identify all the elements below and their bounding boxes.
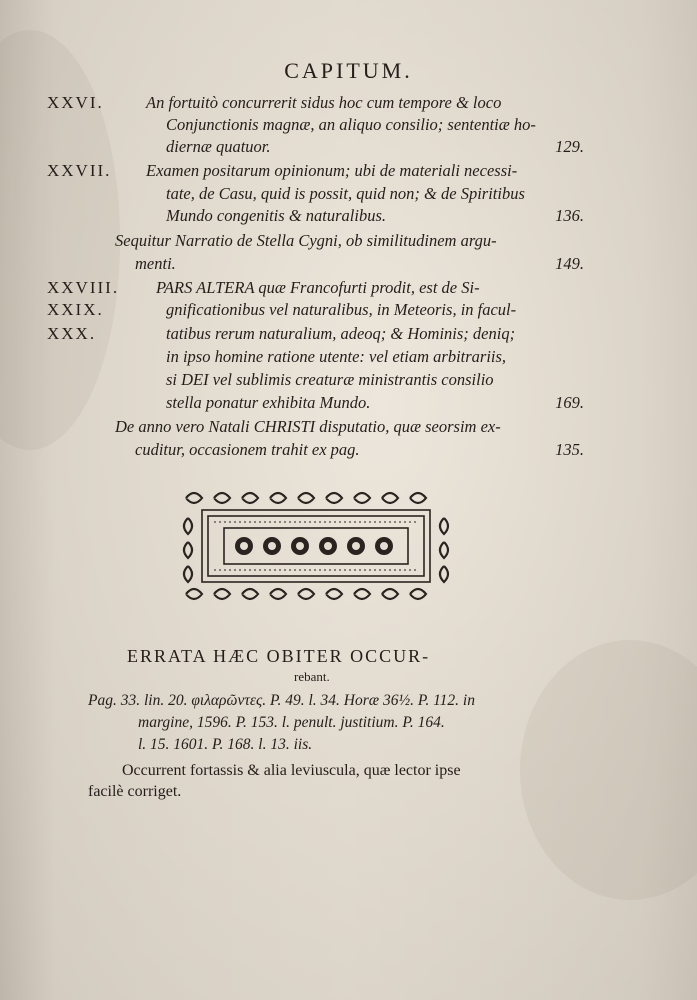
page-ref: 135. xyxy=(555,440,584,459)
toc-line xyxy=(0,324,697,346)
toc-text: Examen positarum opinionum; ubi de materiali necessi- xyxy=(146,161,518,180)
toc-text: cuditur, occasionem trahit ex pag. xyxy=(135,440,360,459)
toc-line xyxy=(0,417,697,439)
chapter-number: XXIX. xyxy=(47,300,104,319)
page-stain xyxy=(520,640,697,900)
chapter-number: XXVIII. xyxy=(47,278,120,297)
toc-text: in ipso homine ratione utente: vel etiam arbitrariis, xyxy=(166,347,507,366)
toc-text: PARS ALTERA quæ Francofurti prodit, est de Si- xyxy=(156,278,480,297)
toc-line xyxy=(0,254,697,276)
toc-text: An fortuitò concurrerit sidus hoc cum tempore & loco xyxy=(146,93,502,112)
page-ref: 169. xyxy=(555,393,584,412)
toc-line xyxy=(0,393,697,415)
errata-line: l. 15. 1601. P. 168. l. 13. iis. xyxy=(138,736,313,753)
toc-line xyxy=(0,300,697,322)
toc-text: si DEI vel sublimis creaturæ ministrantis consilio xyxy=(166,370,494,389)
toc-text: Sequitur Narratio de Stella Cygni, ob similitudinem argu- xyxy=(115,231,497,250)
chapter-number: XXVII. xyxy=(47,161,112,180)
note-line: Occurrent fortassis & alia leviuscula, quæ lector ipse xyxy=(122,762,461,779)
chapter-number: XXX. xyxy=(47,324,97,343)
errata-title-continuation: rebant. xyxy=(294,669,330,684)
toc-line xyxy=(0,278,697,300)
toc-text: gnificationibus vel naturalibus, in Meteoris, in facul- xyxy=(166,300,517,319)
toc-line xyxy=(0,93,697,115)
toc-text: stella ponatur exhibita Mundo. xyxy=(166,393,371,412)
note-line: facilè corriget. xyxy=(88,783,182,800)
toc-heading: CAPITUM. xyxy=(284,58,413,83)
toc-line xyxy=(0,347,697,369)
toc-text: diernæ quatuor. xyxy=(166,137,271,156)
toc-line xyxy=(0,137,697,159)
toc-line xyxy=(0,370,697,392)
toc-text: De anno vero Natali CHRISTI disputatio, quæ seorsim ex- xyxy=(115,417,501,436)
errata-title: ERRATA HÆC OBITER OCCUR- xyxy=(127,646,431,666)
toc-line xyxy=(0,184,697,206)
toc-line xyxy=(0,161,697,183)
floral-ornament-icon xyxy=(180,488,452,604)
toc-line xyxy=(0,440,697,462)
toc-text: menti. xyxy=(135,254,176,273)
errata-line: Pag. 33. lin. 20. φιλαρῶντες. P. 49. l. 34. Horæ 36½. P. 112. in xyxy=(88,692,475,709)
errata-line: margine, 1596. P. 153. l. penult. justitium. P. 164. xyxy=(138,714,445,731)
toc-text: tate, de Casu, quid is possit, quid non; & de Spiritibus xyxy=(166,184,525,203)
page-ref: 136. xyxy=(555,206,584,225)
toc-line xyxy=(0,206,697,228)
toc-line xyxy=(0,115,697,137)
toc-text: Mundo congenitis & naturalibus. xyxy=(166,206,386,225)
page-ref: 149. xyxy=(555,254,584,273)
chapter-number: XXVI. xyxy=(47,93,104,112)
toc-text: Conjunctionis magnæ, an aliquo consilio; sententiæ ho- xyxy=(166,115,536,134)
toc-text: tatibus rerum naturalium, adeoq; & Hominis; deniq; xyxy=(166,324,516,343)
toc-line xyxy=(0,231,697,253)
page-ref: 129. xyxy=(555,137,584,156)
